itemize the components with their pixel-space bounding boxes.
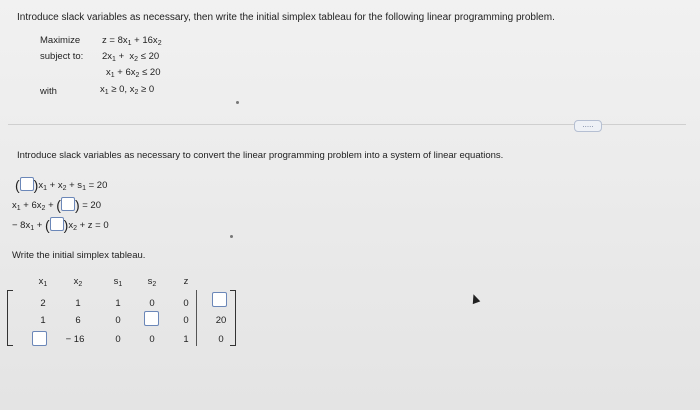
- mouse-cursor-icon: [470, 293, 481, 304]
- header-x1: $x_1$: [38, 276, 48, 288]
- cell-r1-c3: 1: [115, 298, 121, 309]
- constraint-2: $x_1 + 6x_2 \le 20$: [106, 67, 161, 79]
- cell-r1-c5: 0: [183, 298, 189, 309]
- cell-r2-c3: 0: [115, 315, 121, 326]
- nonnegativity-constraint: $x_1 \ge 0$, $x_2 \ge 0$: [100, 84, 155, 96]
- maximize-label: Maximize: [40, 35, 81, 46]
- answer-box-eq3-coef[interactable]: [50, 217, 64, 231]
- cell-r1-c1: 2: [40, 298, 46, 309]
- tableau-left-bracket: [7, 290, 13, 346]
- more-options-button[interactable]: .....: [574, 120, 602, 132]
- cell-r2-c5: 0: [183, 315, 189, 326]
- cell-r3-c2: − 16: [65, 334, 85, 345]
- cell-r1-c4: 0: [149, 298, 155, 309]
- answer-box-eq1-coef[interactable]: [20, 177, 34, 191]
- subject-to-label: subject to:: [40, 51, 84, 62]
- cell-r2-c1: 1: [40, 315, 46, 326]
- answer-box-eq2-slack[interactable]: [61, 197, 75, 211]
- stray-dot: [236, 101, 239, 104]
- cell-r3-c3: 0: [115, 334, 121, 345]
- answer-box-r2-s2[interactable]: [144, 311, 159, 326]
- equations-instruction: Introduce slack variables as necessary to convert the linear programming problem into a system of linear equations.: [17, 150, 504, 161]
- eq2-rhs: = 20: [82, 200, 102, 211]
- equation-2: $x_1 + 6x_2$ + ( ) = 20: [12, 197, 102, 213]
- tableau-separator: [196, 290, 197, 346]
- answer-box-r3-x1[interactable]: [32, 331, 47, 346]
- cell-r3-rhs: 0: [218, 334, 224, 345]
- objective-function: $z = 8x_1 + 16x_2$: [102, 35, 162, 47]
- cell-r2-c2: 6: [75, 315, 81, 326]
- tableau-heading: Write the initial simplex tableau.: [12, 250, 146, 261]
- answer-box-r1-rhs[interactable]: [212, 292, 227, 307]
- stray-dot-2: [230, 235, 233, 238]
- eq1-rhs: = 20: [88, 180, 108, 191]
- problem-intro: Introduce slack variables as necessary, then write the initial simplex tableau for the following linear programming problem.: [17, 12, 555, 23]
- cell-r2-rhs: 20: [215, 315, 227, 326]
- cell-r1-c2: 1: [75, 298, 81, 309]
- header-s1: $s_1$: [113, 276, 123, 288]
- eq3-rhs: + z = 0: [79, 220, 109, 231]
- header-s2: $s_2$: [147, 276, 157, 288]
- header-x2: $x_2$: [73, 276, 83, 288]
- cell-r3-c4: 0: [149, 334, 155, 345]
- equation-1: ( )$x_1 + x_2 + s_1 = 20$: [15, 177, 108, 193]
- equation-3: − $8x_1$ + ( )$x_2 + z = 0$: [12, 217, 109, 233]
- with-label: with: [40, 86, 57, 97]
- header-z: z: [183, 276, 189, 287]
- cell-r3-c5: 1: [183, 334, 189, 345]
- constraint-1: $2x_1 + x_2 \le 20$: [102, 51, 160, 63]
